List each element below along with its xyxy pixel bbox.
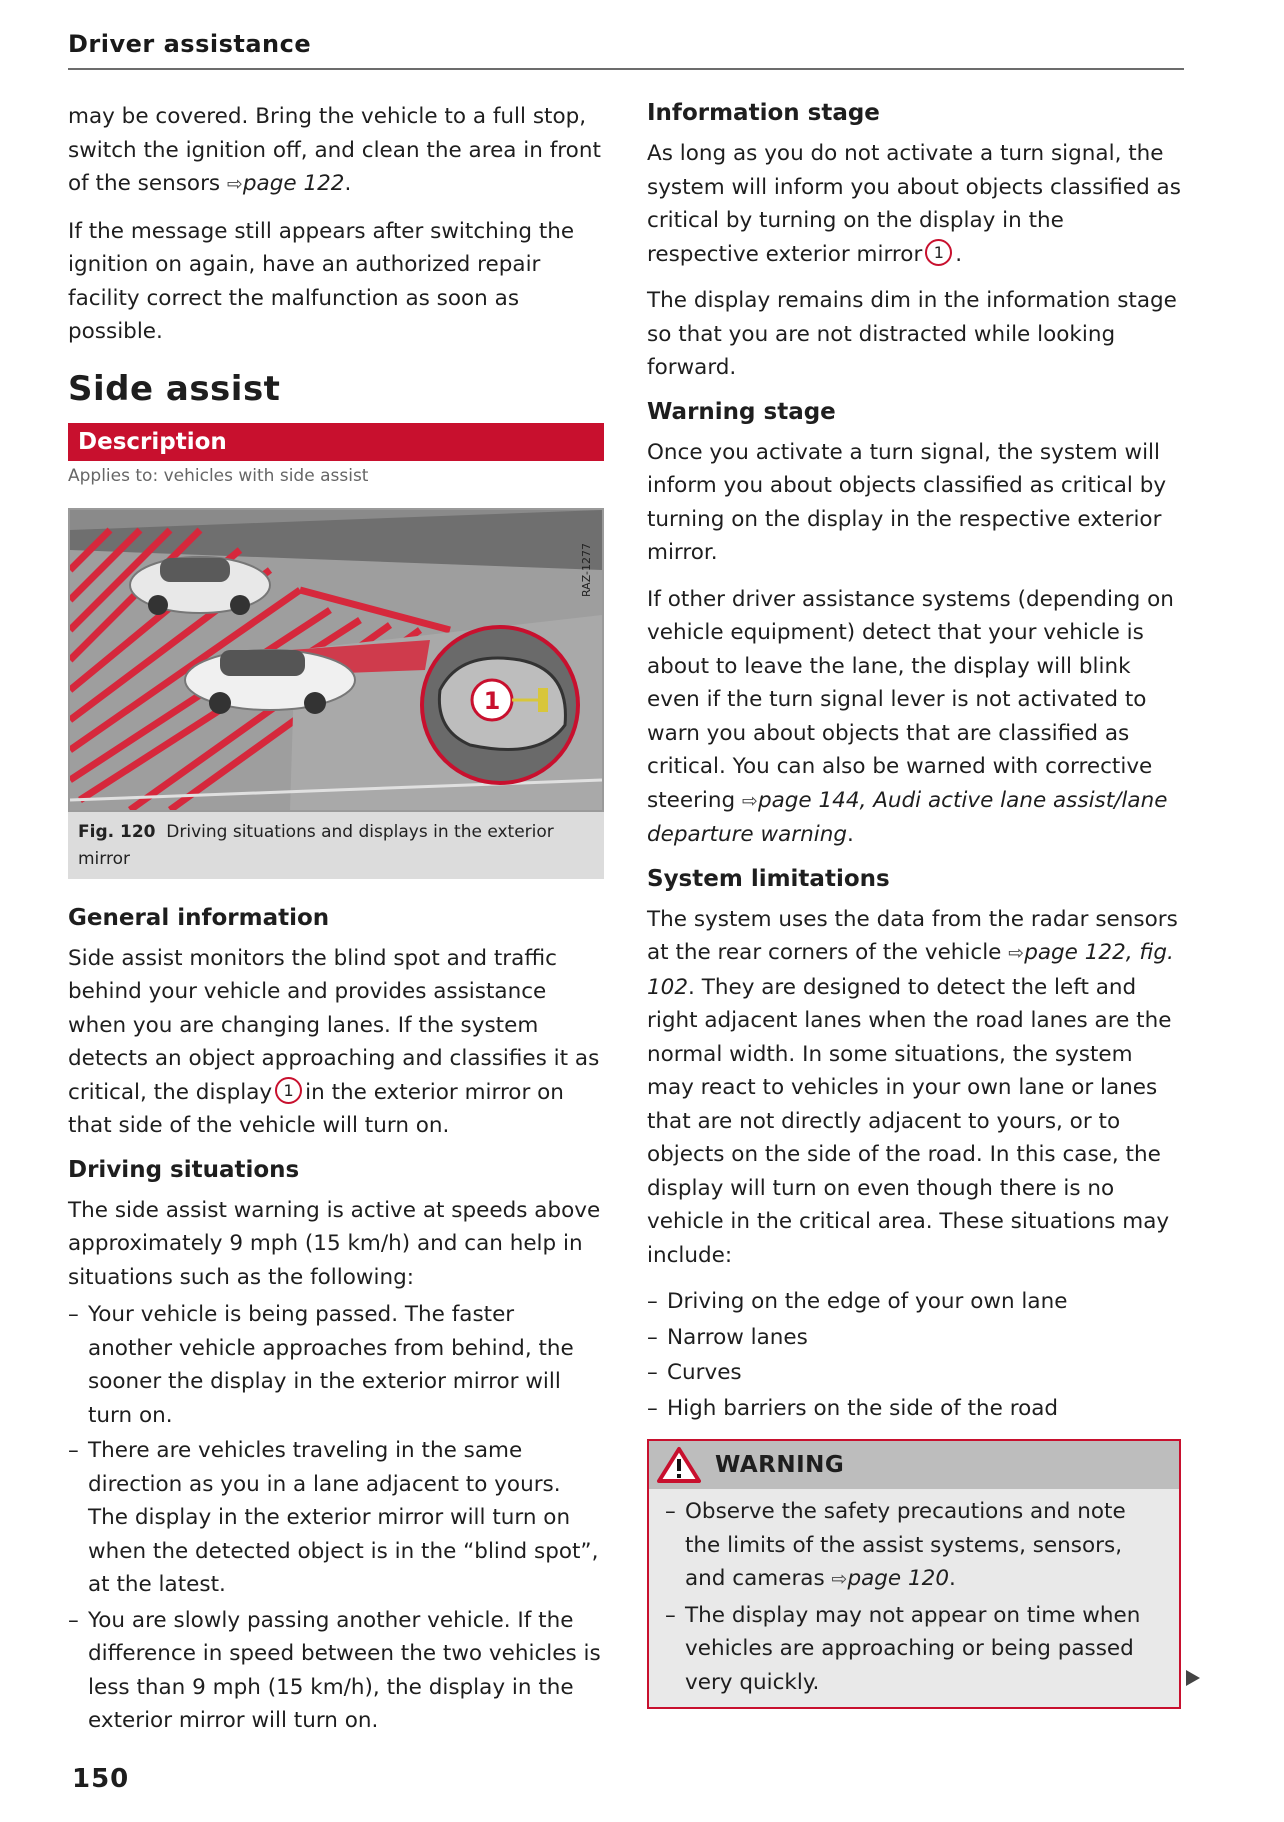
- driving-situations-paragraph: The side assist warning is active at speeds above approximately 9 mph (15 km/h) and can help in situations such as the following:: [68, 1197, 601, 1290]
- page-ref-arrow-icon: ⇨: [742, 789, 758, 812]
- system-limitations-heading: System limitations: [647, 865, 890, 892]
- next-page-arrow-icon: [1186, 1670, 1200, 1686]
- warning-stage-paragraph-2: If other driver assistance systems (depending on vehicle equipment) detect that your vehicle is about to leave the lane, the display will blink even if the turn signal lever is not activated to warn you about objects that are classified as critical. You can also be warned with corrective steering ⇨page 144, Audi active lane assist/lane departure warning.: [647, 586, 1174, 847]
- list-item: – You are slowly passing another vehicle. If the difference in speed between the two vehicles is less than 9 mph (15 km/h), the display in the exterior mirror will turn on.: [68, 1604, 604, 1738]
- warning-box-header: [649, 1441, 1179, 1489]
- page-ref-arrow-icon: ⇨: [1008, 942, 1025, 964]
- running-header: Driver assistance: [68, 30, 312, 58]
- general-information-heading: General information: [68, 904, 330, 931]
- list-item: – High barriers on the side of the road: [647, 1392, 1182, 1426]
- information-stage-paragraph-2: The display remains dim in the information stage so that you are not distracted while looking forward.: [647, 288, 1177, 380]
- page-number: 150: [72, 1764, 130, 1794]
- applies-to-note: Applies to: vehicles with side assist: [68, 465, 369, 486]
- warning-box-title: WARNING: [715, 1452, 845, 1478]
- warning-box-list: [649, 1489, 1179, 1707]
- warning-box: [647, 1439, 1181, 1709]
- driving-situations-list: [68, 1298, 604, 1738]
- callout-1-icon: 1: [925, 239, 952, 266]
- warning-stage-paragraph-1: Once you activate a turn signal, the system will inform you about objects classified as critical by turning on the display in the respective exterior mirror.: [647, 439, 1167, 565]
- page-ref-arrow-icon: ⇨: [831, 1568, 848, 1590]
- information-stage-paragraph-1: As long as you do not activate a turn signal, the system will inform you about objects classified as critical by turning on the display in the respective exterior mirror 1 .: [647, 141, 1181, 267]
- page-ref-link[interactable]: page 122: [242, 171, 345, 196]
- warning-stage-heading: Warning stage: [647, 398, 836, 425]
- list-item: – There are vehicles traveling in the same direction as you in a lane adjacent to yours. The display in the exterior mirror will turn on when the detected object is in the “blind spot”, at the latest.: [68, 1434, 604, 1602]
- left-column: [68, 100, 604, 1750]
- page-ref-link[interactable]: page 120: [847, 1566, 950, 1591]
- information-stage-heading: Information stage: [647, 100, 880, 126]
- driving-scene-illustration: [70, 510, 602, 810]
- callout-1-icon: 1: [275, 1077, 302, 1104]
- section-title: Side assist: [68, 368, 281, 409]
- figure-120-illustration: [68, 508, 604, 812]
- list-item: – The display may not appear on time when vehicles are approaching or being passed very quickly.: [665, 1599, 1163, 1700]
- list-item: – Driving on the edge of your own lane: [647, 1285, 1182, 1319]
- right-column: [647, 100, 1182, 1709]
- general-information-paragraph: Side assist monitors the blind spot and traffic behind your vehicle and provides assistance when you are changing lanes. If the system detects an object approaching and classifies it as critical, the display 1 in the exterior mirror on that side of the vehicle will turn on.: [68, 945, 600, 1138]
- list-item: – Narrow lanes: [647, 1321, 1182, 1355]
- intro-paragraph-1: may be covered. Bring the vehicle to a full stop, switch the ignition off, and clean the area in front of the sensors ⇨page 122.: [68, 104, 601, 196]
- page-ref-link[interactable]: page 144, Audi active lane assist/lane departure warning: [647, 787, 1168, 847]
- rear-car-illustration: [130, 557, 270, 615]
- figure-callout-1: 1: [483, 686, 501, 715]
- warning-triangle-icon: [657, 1446, 701, 1484]
- page-ref-arrow-icon: ⇨: [226, 173, 243, 195]
- figure-caption: Fig. 120 Driving situations and displays in the exterior mirror: [68, 812, 604, 879]
- description-bar: Description: [68, 423, 604, 461]
- list-item: – Observe the safety precautions and note the limits of the assist systems, sensors, and cameras ⇨page 120.: [665, 1495, 1163, 1597]
- page-ref-link[interactable]: page 122, fig. 102: [647, 940, 1174, 1000]
- driving-situations-heading: Driving situations: [68, 1156, 300, 1183]
- list-item: – Curves: [647, 1356, 1182, 1390]
- system-limitations-list: [647, 1285, 1182, 1425]
- system-limitations-paragraph: The system uses the data from the radar sensors at the rear corners of the vehicle ⇨page 122, fig. 102. They are designed to detect the left and right adjacent lanes when the road lanes are the normal width. In some situations, the system may react to vehicles in your own lane or lanes that are not directly adjacent to yours, or to objects on the side of the road. In this case, the display will turn on even though there is no vehicle in the critical area. These situations may include:: [647, 906, 1178, 1268]
- intro-paragraph-2: If the message still appears after switching the ignition on again, have an authorized repair facility correct the malfunction as soon as possible.: [68, 218, 575, 344]
- figure-code: RAZ-1277: [580, 542, 593, 597]
- list-item: – Your vehicle is being passed. The faster another vehicle approaches from behind, the sooner the display in the exterior mirror will turn on.: [68, 1298, 604, 1432]
- header-rule: [68, 68, 1184, 70]
